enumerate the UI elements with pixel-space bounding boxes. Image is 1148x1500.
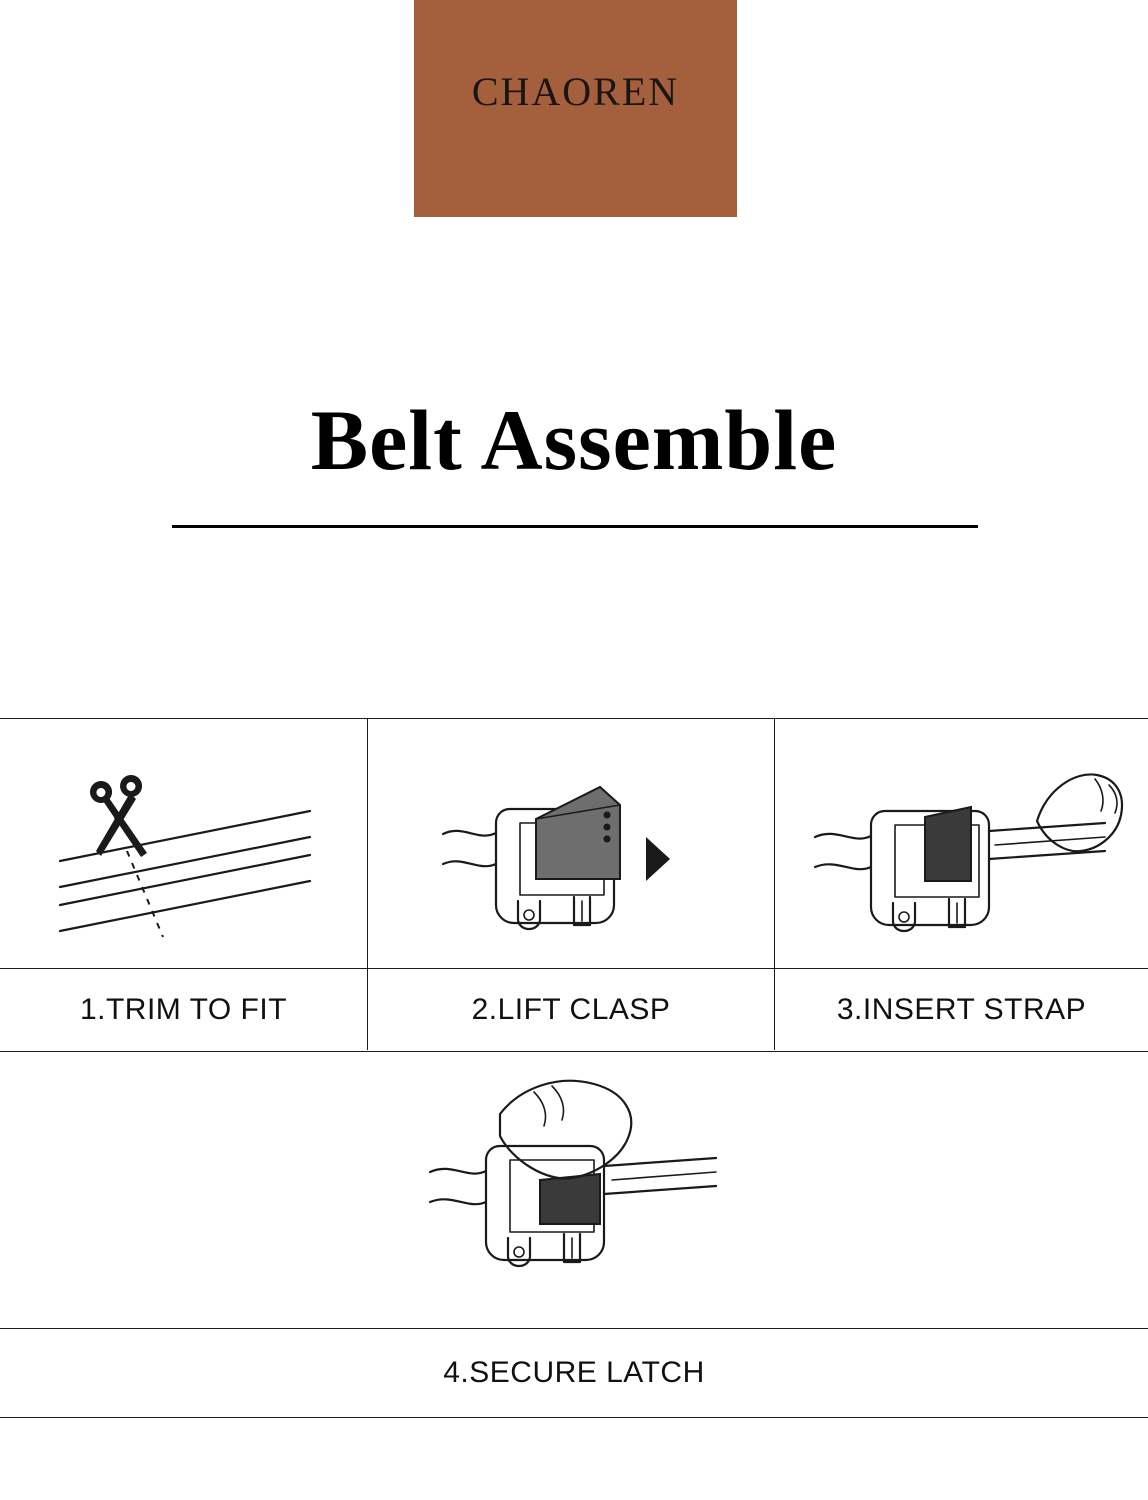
step-3-caption-row — [775, 968, 1148, 1051]
buckle-lift-clasp-icon — [368, 719, 774, 967]
finger-insert-strap-icon — [775, 719, 1148, 967]
steps-row-2 — [0, 1052, 1148, 1418]
instruction-grid — [0, 718, 1148, 1418]
page-title: Belt Assemble — [310, 392, 838, 488]
step-2-caption-row — [368, 968, 774, 1051]
steps-row-1 — [0, 719, 1148, 1051]
arrow-icon — [646, 837, 670, 881]
step-1-caption: 1.TRIM TO FIT — [79, 992, 288, 1026]
step-1-caption-row — [0, 968, 367, 1051]
step-card-3 — [775, 719, 1148, 1051]
scissors-cut-belt-icon — [0, 719, 367, 967]
step-card-1 — [0, 719, 367, 1051]
step-4-caption: 4.SECURE LATCH — [443, 1356, 705, 1389]
finger-secure-latch-icon — [0, 1052, 1148, 1327]
step-2-caption: 2.LIFT CLASP — [471, 992, 671, 1026]
scissors-glyph — [90, 775, 147, 857]
brand-block — [414, 0, 737, 217]
step-card-4 — [0, 1052, 1148, 1327]
brand-name: CHAOREN — [471, 69, 680, 114]
title-divider — [172, 525, 978, 528]
step-3-caption: 3.INSERT STRAP — [836, 992, 1087, 1026]
step-card-2 — [368, 719, 774, 1051]
step-4-caption-row — [0, 1328, 1148, 1418]
